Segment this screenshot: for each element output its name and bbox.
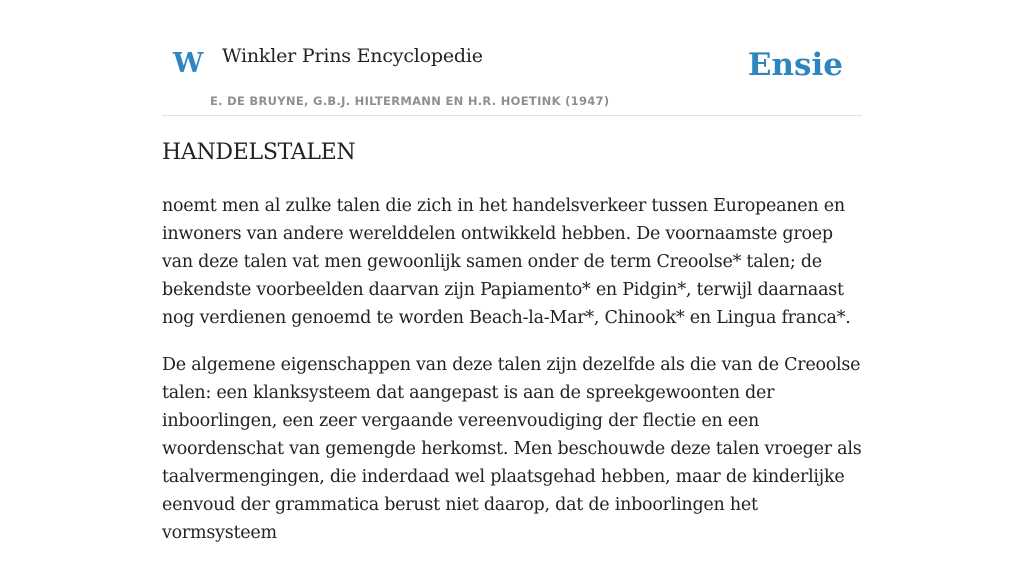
winkler-prins-logo[interactable]: W [173,48,204,79]
content-container [162,0,862,543]
article-body [162,192,862,566]
ensie-logo-link[interactable]: Ensie [747,47,843,83]
article-paragraph: noemt men al zulke talen die zich in het handelsverkeer tussen Europeanen en inwoners van andere werelddelen ontwikkeld hebben. De voornaamste groep van deze talen vat men gewoonlijk samen onder de term Creoolse* talen; de bekendste voorbeelden daarvan zijn Papiamento* en Pidgin*, terwijl daarnaast nog verdienen genoemd te worden Beach-la-Mar*, Chinook* en Lingua franca*. [162,196,851,328]
article-paragraph: De algemene eigenschappen van deze talen zijn dezelfde als die van de Creoolse talen: een klanksysteem dat aangepast is aan de spreekgewoonten der inboorlingen, een zeer vergaande vereenvoudiging der flectie en een woordenschat van gemengde herkomst. Men beschouwde deze talen vroeger als taalvermengingen, die inderdaad wel plaatsgehad hebben, maar de kinderlijke eenvoud der grammatica berust niet daarop, dat de inboorlingen het vormsysteem [162,355,862,543]
site-title[interactable]: Winkler Prins Encyclopedie [222,45,483,67]
site-header [162,0,862,116]
authors-line: E. DE BRUYNE, G.B.J. HILTERMANN EN H.R. HOETINK (1947) [210,94,610,108]
article-title: HANDELSTALEN [162,140,356,165]
